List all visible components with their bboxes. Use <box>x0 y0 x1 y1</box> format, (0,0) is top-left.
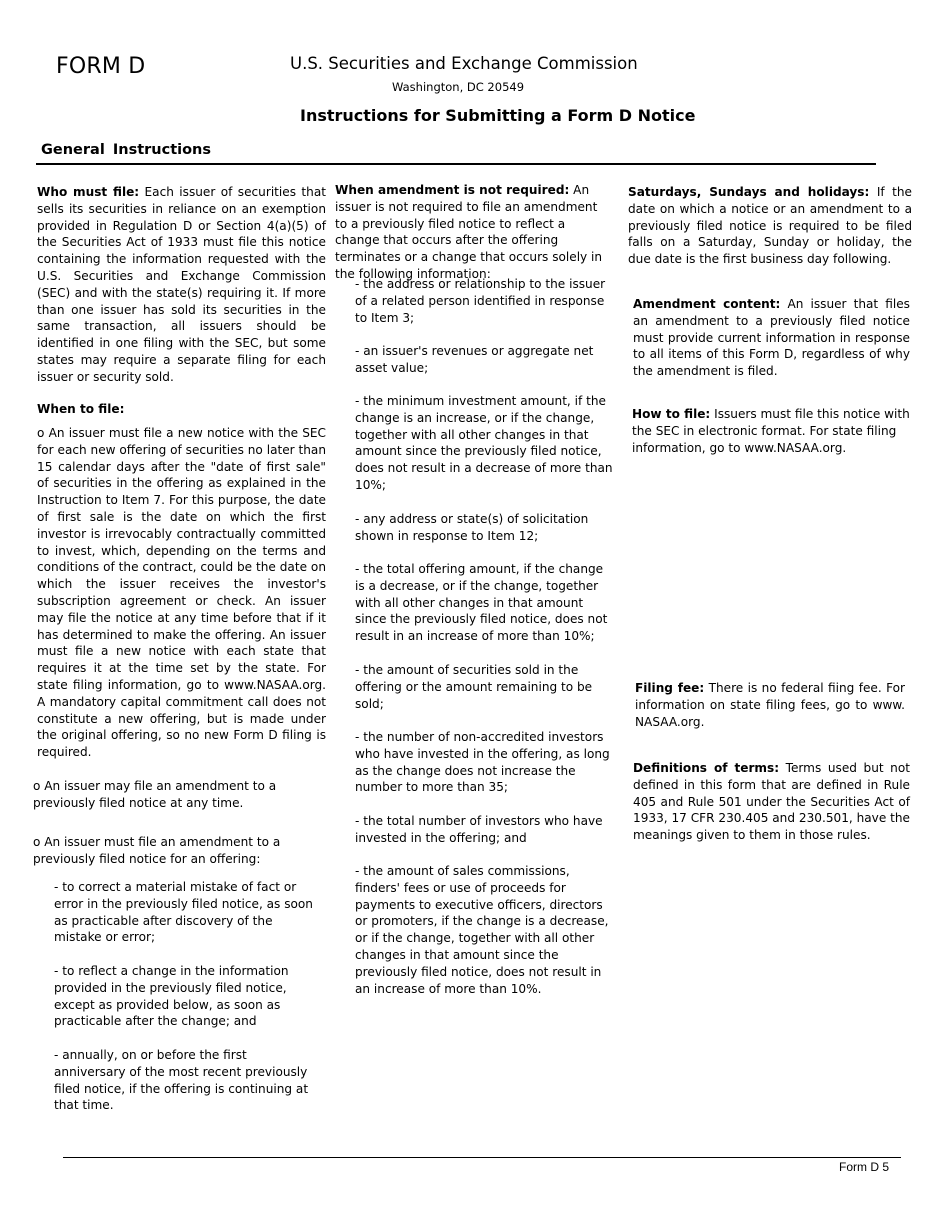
amendment-not-required-heading: When amendment is not required: <box>335 183 570 197</box>
filing-fee-text: There is no federal fiing fee. For information on state filing fees, go to www. NASAA.org. <box>635 681 905 729</box>
section-heading: General Instructions <box>41 142 212 158</box>
amendment-not-required-intro: An issuer is not required to file an amendment to a previously filed notice to reflect a change that occurs after the offering terminates or a change that occurs solely in the following information: <box>335 183 603 281</box>
how-to-file <box>632 406 912 456</box>
filing-fee <box>635 680 905 730</box>
weekends-holidays-heading: Saturdays, Sundays and holidays: <box>628 185 870 199</box>
may-file-amendment: o An issuer may file an amendment to a previously filed notice at any time. <box>33 779 277 810</box>
page-title: Instructions for Submitting a Form D Notice <box>300 106 696 125</box>
definitions-of-terms <box>633 760 910 844</box>
list-item: - the minimum investment amount, if the change is an increase, or if the change, together with all other changes in that amount since the previously filed notice, does not result in a decrease of more than 10%; <box>355 394 613 492</box>
amendment-content-heading: Amendment content: <box>633 297 781 311</box>
agency-address: Washington, DC 20549 <box>392 80 525 94</box>
list-item: - any address or state(s) of solicitation shown in response to Item 12; <box>355 512 589 543</box>
page-number: Form D 5 <box>839 1160 890 1174</box>
who-must-file-heading: Who must file: <box>37 185 140 199</box>
agency-name: U.S. Securities and Exchange Commission <box>290 54 638 73</box>
amendment-content-text: An issuer that files an amendment to a previously filed notice must provide current information in response to all items of this Form D, regardless of why the amendment is filed. <box>633 297 910 379</box>
must-file-amendment: o An issuer must file an amendment to a previously filed notice for an offering: <box>33 835 281 866</box>
when-to-file-text: o An issuer must file a new notice with the SEC for each new offering of securities no later than 15 calendar days after the "date of first sale" of securities in the offering as explained in the Instruction to Item 7. For this purpose, the date of first sale is the date on which the first investor is irrevocably contractually committed to invest, which, depending on the terms and conditions of the contract, could be the date on which the issuer receives the investor's subscription agreement or check. An issuer may file the notice at any time before that if it has determined to make the offering. An issuer must file a new notice with each state that requires it at the time set by the state. For state filing information, go to www.NASAA.org. A mandatory capital commitment call does not constitute a new offering, but is made under the original offering, so no new Form D filing is required. <box>37 426 326 760</box>
weekends-holidays-text: If the date on which a notice or an amendment to a previously filed notice is required to be filed falls on a Saturday, Sunday or holiday, the due date is the first business day following. <box>628 185 912 267</box>
amendment-not-required <box>335 182 613 283</box>
list-item: - to reflect a change in the information provided in the previously filed notice, except as provided below, as soon as practicable after the change; and <box>54 964 289 1029</box>
list-item: - an issuer's revenues or aggregate net asset value; <box>355 344 594 375</box>
amendment-content <box>633 296 910 380</box>
filing-fee-heading: Filing fee: <box>635 681 705 695</box>
list-item: - the amount of sales commissions, finders' fees or use of proceeds for payments to executive officers, directors or promoters, if the change is a decrease, or if the change, together with all other changes in that amount since the previously filed notice, does not result in an increase of more than 10%. <box>355 864 609 996</box>
list-item: - the number of non-accredited investors who have invested in the offering, as long as the change does not increase the number to more than 35; <box>355 730 610 795</box>
header-divider <box>36 163 876 165</box>
list-item: - the address or relationship to the issuer of a related person identified in response to Item 3; <box>355 277 606 325</box>
who-must-file <box>37 184 326 386</box>
when-to-file-heading: When to file: <box>37 402 125 416</box>
list-item: - annually, on or before the first anniversary of the most recent previously filed notice, if the offering is continuing at that time. <box>54 1048 309 1113</box>
weekends-holidays <box>628 184 912 268</box>
how-to-file-text: Issuers must file this notice with the SEC in electronic format. For state filing information, go to www.NASAA.org. <box>632 407 910 455</box>
who-must-file-text: Each issuer of securities that sells its securities in reliance on an exemption provided in Regulation D or Section 4(a)(5) of the Securities Act of 1933 must file this notice containing the information requested with the U.S. Securities and Exchange Commission (SEC) and with the state(s) requiring it. If more than one issuer has sold its securities in the same transaction, all issuers should be identified in one filing with the SEC, but some states may require a separate filing for each issuer or security sold. <box>37 185 326 384</box>
list-item: - the amount of securities sold in the offering or the amount remaining to be sold; <box>355 663 593 711</box>
definitions-heading: Definitions of terms: <box>633 761 780 775</box>
footer-divider <box>63 1157 901 1158</box>
list-item: - to correct a material mistake of fact or error in the previously filed notice, as soon as practicable after discovery of the mistake or error; <box>54 880 313 945</box>
list-item: - the total number of investors who have invested in the offering; and <box>355 814 603 845</box>
definitions-text: Terms used but not defined in this form that are defined in Rule 405 and Rule 501 under the Securities Act of 1933, 17 CFR 230.405 and 230.501, have the meanings given to them in those rules. <box>633 761 910 843</box>
list-item: - the total offering amount, if the change is a decrease, or if the change, together with all other changes in that amount since the previously filed notice, does not result in an increase of more than 10%; <box>355 562 608 644</box>
form-label: FORM D <box>56 54 146 79</box>
how-to-file-heading: How to file: <box>632 407 711 421</box>
